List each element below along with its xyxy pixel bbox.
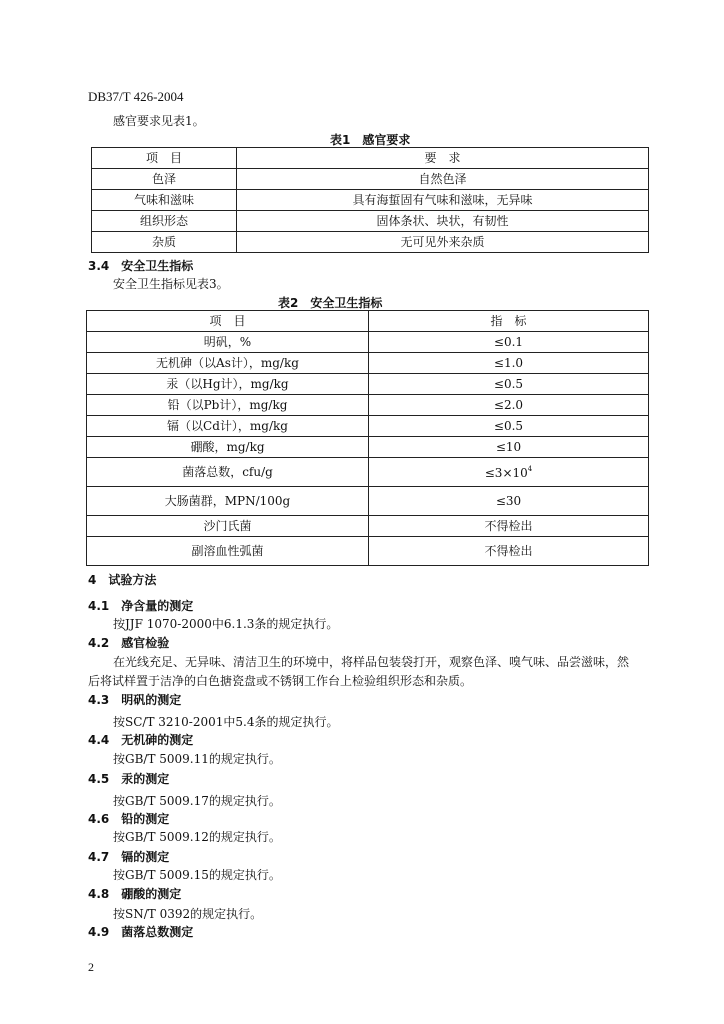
section-4-2-heading: 4.2 感官检验 — [88, 636, 170, 650]
column-header-requirement: 要 求 — [237, 148, 649, 169]
column-header-item: 项 目 — [92, 148, 237, 169]
section-4-3-text: 按SC/T 3210-2001中5.4条的规定执行。 — [113, 715, 339, 729]
table-cell: ≤2.0 — [369, 395, 649, 416]
section-4-heading: 4 试验方法 — [88, 573, 157, 587]
table-cell: 气味和滋味 — [92, 190, 237, 211]
table1-caption: 表1 感官要求 — [330, 133, 411, 147]
table-cell: ≤0.5 — [369, 416, 649, 437]
colony-limit-value: ≤3×10 — [484, 465, 528, 480]
section-4-8-text: 按SN/T 0392的规定执行。 — [113, 907, 263, 921]
table-header-row — [92, 148, 649, 169]
table-cell: 无可见外来杂质 — [237, 232, 649, 253]
table-row — [87, 487, 649, 516]
table-cell: 无机砷（以As计），mg/kg — [87, 353, 369, 374]
table-cell: 不得检出 — [369, 537, 649, 566]
table-cell: 菌落总数，cfu/g — [87, 458, 369, 487]
table-row — [87, 374, 649, 395]
table-cell: 色泽 — [92, 169, 237, 190]
table-cell: 镉（以Cd计），mg/kg — [87, 416, 369, 437]
table-cell: 汞（以Hg计），mg/kg — [87, 374, 369, 395]
section-3-4-heading: 3.4 安全卫生指标 — [88, 259, 194, 273]
section-4-7-text: 按GB/T 5009.15的规定执行。 — [113, 868, 281, 882]
table-cell: ≤0.5 — [369, 374, 649, 395]
section-4-5-heading: 4.5 汞的测定 — [88, 772, 170, 786]
section-4-6-text: 按GB/T 5009.12的规定执行。 — [113, 830, 281, 844]
table-cell: 副溶血性弧菌 — [87, 537, 369, 566]
table-row — [87, 437, 649, 458]
page-number: 2 — [88, 960, 94, 974]
table-cell: 硼酸，mg/kg — [87, 437, 369, 458]
section-4-1-heading: 4.1 净含量的测定 — [88, 599, 194, 613]
table-cell — [369, 458, 649, 487]
section-4-1-text: 按JJF 1070-2000中6.1.3条的规定执行。 — [113, 617, 339, 631]
section-4-6-heading: 4.6 铅的测定 — [88, 812, 170, 826]
table2-caption: 表2 安全卫生指标 — [278, 296, 383, 310]
table-cell: ≤10 — [369, 437, 649, 458]
section-4-4-heading: 4.4 无机砷的测定 — [88, 733, 194, 747]
column-header-indicator: 指 标 — [369, 311, 649, 332]
table-row — [92, 232, 649, 253]
section-4-7-heading: 4.7 镉的测定 — [88, 850, 170, 864]
table-row — [87, 416, 649, 437]
table-cell: ≤0.1 — [369, 332, 649, 353]
section-4-2-line1: 在光线充足、无异味、清洁卫生的环境中，将样品包装袋打开，观察色泽、嗅气味、品尝滋味，然 — [113, 655, 630, 669]
table-row — [87, 395, 649, 416]
safety-indicators-table — [86, 310, 649, 566]
table-cell: 自然色泽 — [237, 169, 649, 190]
table-row — [92, 169, 649, 190]
table-header-row — [87, 311, 649, 332]
table-cell: 组织形态 — [92, 211, 237, 232]
table-row — [87, 332, 649, 353]
table-cell: 大肠菌群，MPN/100g — [87, 487, 369, 516]
section-4-5-text: 按GB/T 5009.17的规定执行。 — [113, 794, 281, 808]
table-row — [87, 353, 649, 374]
table-row — [92, 190, 649, 211]
table-cell: ≤30 — [369, 487, 649, 516]
sensory-requirements-table — [91, 147, 649, 253]
table-cell: 明矾，% — [87, 332, 369, 353]
section-4-2-line2: 后将试样置于洁净的白色搪瓷盘或不锈钢工作台上检验组织形态和杂质。 — [88, 674, 473, 688]
column-header-item: 项 目 — [87, 311, 369, 332]
table-cell: 沙门氏菌 — [87, 516, 369, 537]
colony-limit-exponent: 4 — [527, 464, 533, 473]
table-row — [87, 537, 649, 566]
table-cell: 铅（以Pb计），mg/kg — [87, 395, 369, 416]
section-4-8-heading: 4.8 硼酸的测定 — [88, 887, 182, 901]
section-3-4-text: 安全卫生指标见表3。 — [113, 277, 229, 291]
table-cell: 具有海蜇固有气味和滋味，无异味 — [237, 190, 649, 211]
table-cell: 固体条状、块状，有韧性 — [237, 211, 649, 232]
table-cell: 不得检出 — [369, 516, 649, 537]
table-cell: 杂质 — [92, 232, 237, 253]
table-row — [87, 516, 649, 537]
table-row — [92, 211, 649, 232]
section-4-9-heading: 4.9 菌落总数测定 — [88, 925, 194, 939]
table-row — [87, 458, 649, 487]
sensory-reference: 感官要求见表1。 — [113, 114, 205, 128]
section-4-4-text: 按GB/T 5009.11的规定执行。 — [113, 752, 281, 766]
document-number: DB37/T 426-2004 — [88, 89, 184, 104]
section-4-3-heading: 4.3 明矾的测定 — [88, 693, 182, 707]
table-cell: ≤1.0 — [369, 353, 649, 374]
